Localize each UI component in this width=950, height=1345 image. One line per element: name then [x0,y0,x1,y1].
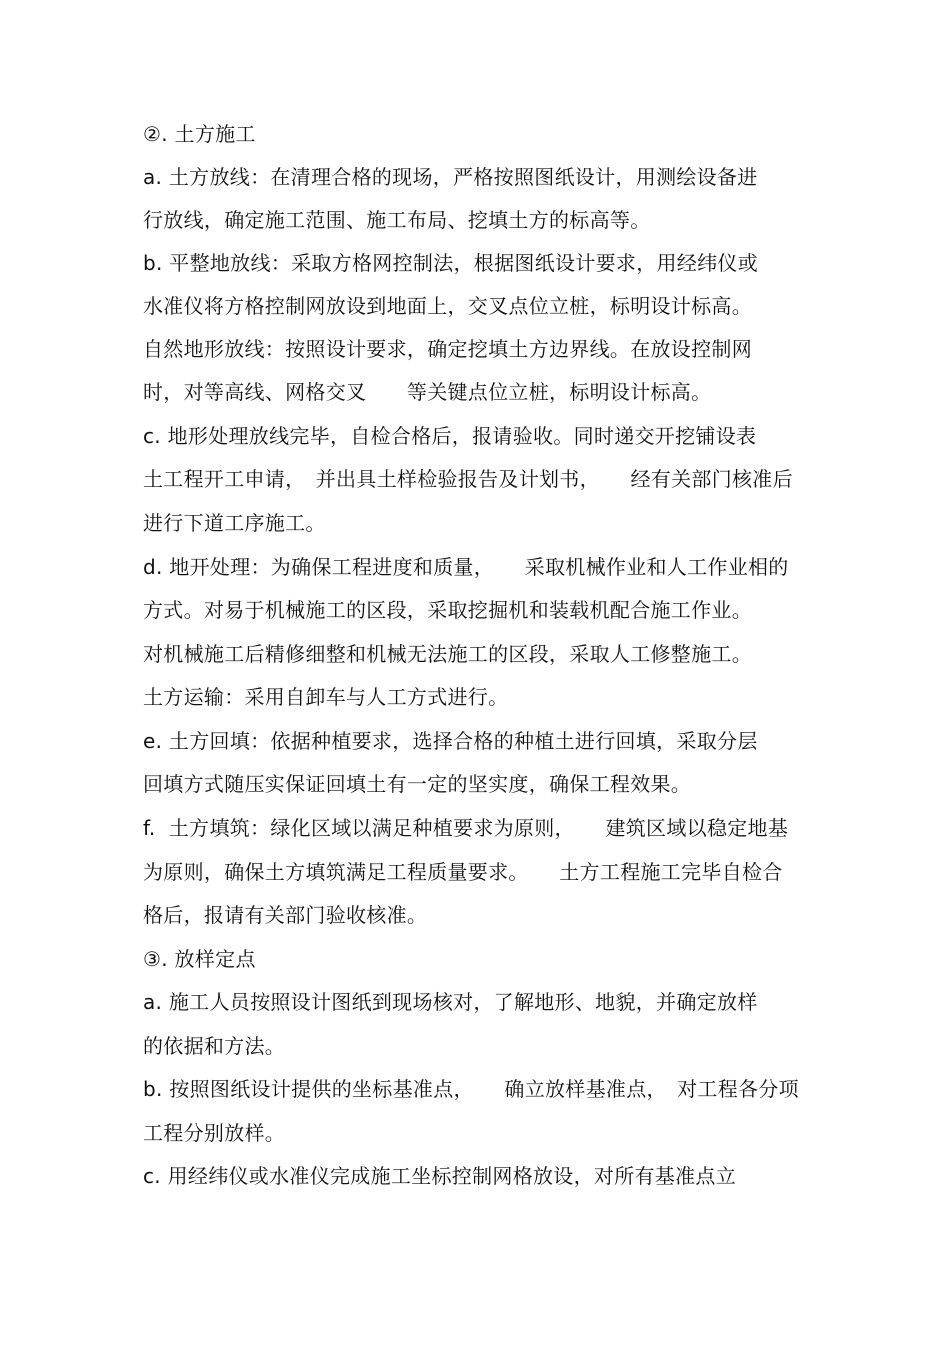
text-line: c. 地形处理放线完毕，自检合格后，报请验收。同时递交开挖铺设表 [143,424,757,448]
text-line: 土工程开工申请， 并出具土样检验报告及计划书， 经有关部门核准后 [143,467,793,491]
text-line: a. 土方放线：在清理合格的现场，严格按照图纸设计，用测绘设备进 [143,165,758,189]
text-line: c. 用经纬仪或水准仪完成施工坐标控制网格放设，对所有基准点立 [143,1164,737,1188]
text-line: b. 按照图纸设计提供的坐标基准点， 确立放样基准点， 对工程各分项 [143,1077,799,1101]
section-heading-earthwork: ②. 土方施工 [143,122,256,146]
text-line: 工程分别放样。 [143,1121,286,1145]
text-line: e. 土方回填：依据种植要求，选择合格的种植土进行回填，采取分层 [143,729,758,753]
text-line: 的依据和方法。 [143,1034,286,1058]
text-line: 土方运输：采用自卸车与人工方式进行。 [143,685,509,709]
text-line: 方式。对易于机械施工的区段，采取挖掘机和装载机配合施工作业。 [143,598,752,622]
text-line: f. 土方填筑：绿化区域以满足种植要求为原则， 建筑区域以稳定地基 [143,816,789,840]
text-line: 行放线，确定施工范围、施工布局、挖填土方的标高等。 [143,208,651,232]
section-heading-staking: ③. 放样定点 [143,947,256,971]
text-line: a. 施工人员按照设计图纸到现场核对，了解地形、地貌，并确定放样 [143,990,758,1014]
text-line: 对机械施工后精修细整和机械无法施工的区段，采取人工修整施工。 [143,642,752,666]
text-line: d. 地开处理：为确保工程进度和质量， 采取机械作业和人工作业相的 [143,555,789,579]
text-line: b. 平整地放线：采取方格网控制法，根据图纸设计要求，用经纬仪或 [143,251,759,275]
text-line: 格后，报请有关部门验收核准。 [143,903,428,927]
text-line: 为原则，确保土方填筑满足工程质量要求。 土方工程施工完毕自检合 [143,860,783,884]
text-line: 自然地形放线：按照设计要求，确定挖填土方边界线。在放设控制网 [143,337,752,361]
text-line: 回填方式随压实保证回填土有一定的坚实度，确保工程效果。 [143,772,692,796]
text-line: 时，对等高线、网格交叉 等关键点位立桩，标明设计标高。 [143,380,712,404]
text-line: 水准仪将方格控制网放设到地面上，交叉点位立桩，标明设计标高。 [143,294,752,318]
text-line: 进行下道工序施工。 [143,511,326,535]
